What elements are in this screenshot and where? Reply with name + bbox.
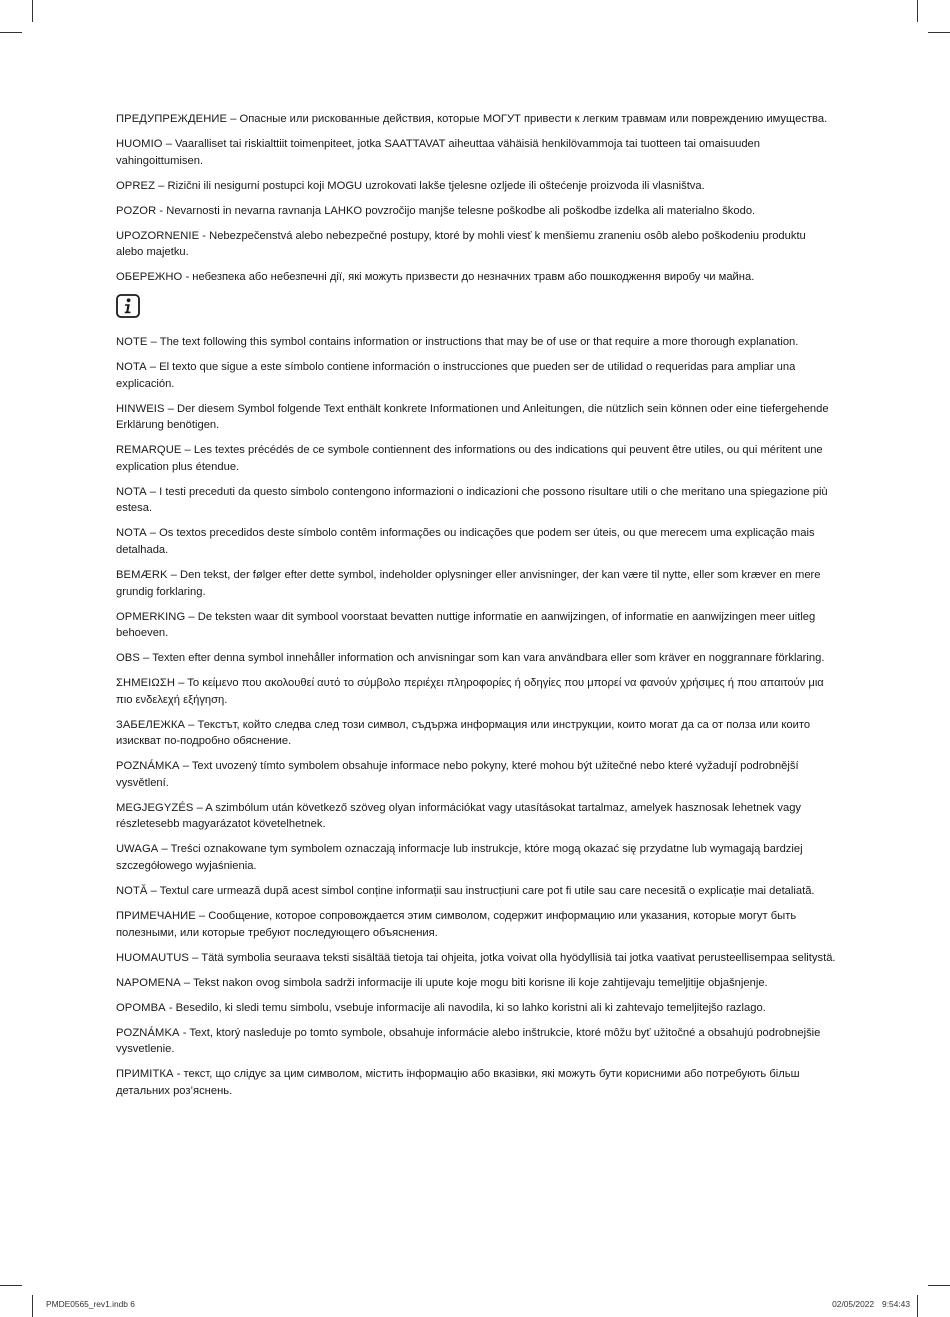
note-term: POZNÁMKA <box>116 760 180 773</box>
note-paragraph: ΣΗΜΕΙΩΣΗ – Το κείμενο που ακολουθεί αυτό το σύμβολο περιέχει πληροφορίες ή οδηγίες που μπορεί να φανούν χρήσιμες ή που απαιτούν μια πιο ενδελεχή εξήγηση. <box>116 677 824 706</box>
warnings-section <box>116 111 836 286</box>
note-term: ΣΗΜΕΙΩΣΗ <box>116 677 176 690</box>
note-text: Tätä symbolia seuraava teksti sisältää tietoja tai ohjeita, jotka voivat olla hyödyllisiä tai jotka vaativat perusteellisempaa selitystä. <box>201 951 836 964</box>
note-paragraph: POZNÁMKA – Text uvozený tímto symbolem obsahuje informace nebo pokyny, které mohou být užitečné nebo které vyžadují podrobnější vysvětlení. <box>116 760 799 789</box>
info-symbol <box>116 294 836 320</box>
crop-mark-bottom-right <box>917 1295 918 1317</box>
note-term: NOTĂ <box>116 885 148 897</box>
note-paragraph: NAPOMENA – Tekst nakon ovog simbola sadrži informacije ili upute koje mogu biti korisne ili koje zahtijevaju temeljitije objašnjenje. <box>116 976 768 989</box>
note-paragraph: OPOMBA - Besedilo, ki sledi temu simbolu, vsebuje informacije ali navodila, ki so lahko koristni ali ki zahtevajo temeljitejšo razlago. <box>116 1001 766 1014</box>
note-term: BEMÆRK <box>116 568 168 581</box>
note-paragraph: HINWEIS – Der diesem Symbol folgende Text enthält konkrete Informationen und Anleitungen, die nützlich sein können oder eine tiefergehende Erklärung benötigen. <box>116 402 829 432</box>
note-text: Сообщение, которое сопровождается этим символом, содержит информацию или указания, которые могут быть полезными, или которые требуют последующего объяснения. <box>116 909 797 939</box>
note-paragraph: HUOMAUTUS – Tätä symbolia seuraava teksti sisältää tietoja tai ohjeita, jotka voivat olla hyödyllisiä tai jotka vaativat perusteellisempaa selitystä. <box>116 951 836 964</box>
note-term: REMARQUE <box>116 444 182 457</box>
note-term: UWAGA <box>116 843 159 856</box>
note-term: NOTA <box>116 527 147 540</box>
note-paragraph: NOTA – El texto que sigue a este símbolo contiene información o instrucciones que pueden ser de utilidad o requeridas para ampliar una explicación. <box>116 361 796 390</box>
warning-term: POZOR <box>116 204 157 217</box>
note-paragraph: NOTA – I testi preceduti da questo simbolo contengono informazioni o indicazioni che possono risultare utili o che meritano una spiegazione più estesa. <box>116 485 828 515</box>
note-term: MEGJEGYZÉS <box>116 801 194 814</box>
warning-paragraph: ОБЕРЕЖНО - небезпека або небезпечні дії, які можуть призвести до незначних травм або пошкодження виробу чи майна. <box>116 271 755 284</box>
note-paragraph: ПРИМІТКА - текст, що слідує за цим символом, містить інформацію або вказівки, які можуть бути корисними або потребують більш детальних роз’яснень. <box>116 1068 800 1097</box>
footer-file-name: PMDE0565_rev1.indb 6 <box>46 1299 135 1309</box>
note-text: Les textes précédés de ce symbole contiennent des informations ou des indications qui peuvent être utiles, ou qui méritent une explication plus étendue. <box>116 444 823 473</box>
footer-timestamp <box>832 1299 910 1309</box>
note-text: El texto que sigue a este símbolo contiene información o instrucciones que pueden ser de utilidad o requeridas para ampliar una explicación. <box>116 361 796 390</box>
note-term: HINWEIS <box>116 402 165 415</box>
note-text: A szimbólum után következő szöveg olyan információkat vagy utasításokat tartalmaz, amelyek hasznosak lehetnek vagy részletesebb magyarázatot követelhetnek. <box>116 801 802 831</box>
note-paragraph: POZNÁMKA - Text, ktorý nasleduje po tomto symbole, obsahuje informácie alebo inštrukcie, ktoré môžu byť užitočné a obsahujú podrobnejšie vysvetlenie. <box>116 1026 821 1056</box>
note-term: POZNÁMKA <box>116 1026 180 1039</box>
note-text: Το κείμενο που ακολουθεί αυτό το σύμβολο περιέχει πληροφορίες ή οδηγίες που μπορεί να φανούν χρήσιμες ή που απαιτούν μια πιο ενδελεχή εξήγηση. <box>116 677 824 706</box>
warning-term: OPREZ <box>116 179 156 192</box>
note-paragraph: OBS – Texten efter denna symbol innehåller information och anvisningar som kan vara användbara eller som kräver en noggrannare förklaring. <box>116 652 825 665</box>
note-term: ПРИМІТКА <box>116 1068 174 1081</box>
note-text: Treści oznakowane tym symbolem oznaczają informacje lub instrukcje, które mogą okazać się przydatne lub wymagają bardziej szczegółowego wyjaśnienia. <box>116 843 803 873</box>
note-paragraph: OPMERKING – De teksten waar dit symbool voorstaat bevatten nuttige informatie en aanwijzingen, of informatie en aanwijzingen meer uitleg behoeven. <box>116 610 816 640</box>
note-term: OPOMBA <box>116 1001 166 1014</box>
crop-mark-top-left-h <box>0 32 22 33</box>
note-paragraph: BEMÆRK – Den tekst, der følger efter dette symbol, indeholder oplysninger eller anvisninger, der kan være til nytte, eller som kræver en mere grundig forklaring. <box>116 568 821 598</box>
note-term: ПРИМЕЧАНИЕ <box>116 909 196 922</box>
note-text: текст, що слідує за цим символом, містить інформацію або вказівки, які можуть бути корисними або потребують більш детальних роз’яснень. <box>116 1068 800 1097</box>
note-text: The text following this symbol contains information or instructions that may be of use or that require a more thorough explanation. <box>159 336 799 349</box>
note-paragraph: NOTA – Os textos precedidos deste símbolo contêm informações ou indicações que podem ser úteis, ou que merecem uma explicação mais detalhada. <box>116 527 815 556</box>
note-term: NAPOMENA <box>116 976 181 989</box>
warning-paragraph: POZOR - Nevarnosti in nevarna ravnanja LAHKO povzročijo manjše telesne poškodbe ali poškodbe izdelka ali materialno škodo. <box>116 204 756 217</box>
note-text: Der diesem Symbol folgende Text enthält konkrete Informationen und Anleitungen, die nützlich sein können oder eine tiefergehende Erklärung benötigen. <box>116 402 829 432</box>
note-text: Texten efter denna symbol innehåller information och anvisningar som kan vara användbara eller som kräver en noggrannare förklaring. <box>152 652 825 665</box>
warning-paragraph: ПРЕДУПРЕЖДЕНИЕ – Опасные или рискованные действия, которые МОГУТ привести к легким травмам или повреждению имущества. <box>116 113 828 125</box>
note-term: HUOMAUTUS <box>116 951 189 964</box>
note-term: OPMERKING <box>116 610 186 623</box>
note-text: I testi preceduti da questo simbolo contengono informazioni o indicazioni che possono risultare utili o che meritano una spiegazione più estesa. <box>116 485 828 515</box>
note-paragraph: ПРИМЕЧАНИЕ – Сообщение, которое сопровождается этим символом, содержит информацию или указания, которые могут быть полезными, или которые требуют последующего объяснения. <box>116 909 797 939</box>
warning-text: небезпека або небезпечні дії, які можуть призвести до незначних травм або пошкодження виробу чи майна. <box>192 271 755 284</box>
warning-paragraph: OPREZ – Rizični ili nesigurni postupci koji MOGU uzrokovati lakše tjelesne ozljede ili oštećenje proizvoda ili vlasništva. <box>116 179 705 192</box>
note-text: Besedilo, ki sledi temu simbolu, vsebuje informacije ali navodila, ki so lahko koristni ali ki zahtevajo temeljitejšo razlago. <box>175 1001 766 1014</box>
crop-mark-top-left <box>32 0 33 22</box>
note-text: De teksten waar dit symbool voorstaat bevatten nuttige informatie en aanwijzingen, of informatie en aanwijzingen meer uitleg behoeven. <box>116 610 816 640</box>
warning-paragraph: UPOZORNENIE - Nebezpečenstvá alebo nebezpečné postupy, ktoré by mohli viesť k menšiemu zraneniu osôb alebo poškodeniu produktu alebo majetku. <box>116 229 806 259</box>
note-paragraph: NOTĂ – Textul care urmează după acest simbol conține informații sau instrucțiuni care pot fi utile sau care necesită o explicație mai detaliată. <box>116 885 815 897</box>
note-term: NOTE <box>116 336 148 349</box>
note-paragraph: REMARQUE – Les textes précédés de ce symbole contiennent des informations ou des indications qui peuvent être utiles, ou qui méritent une explication plus étendue. <box>116 444 823 473</box>
footer-time: 9:54:43 <box>882 1299 910 1309</box>
crop-mark-bottom-right-h <box>928 1285 950 1286</box>
warning-term: HUOMIO <box>116 137 163 150</box>
note-text: Текстът, който следва след този символ, съдържа информация или инструкции, които могат да са от полза или които изискват по-подробно обяснение. <box>116 718 811 748</box>
note-text: Text uvozený tímto symbolem obsahuje informace nebo pokyny, které mohou být užitečné nebo které vyžadují podrobnější vysvětlení. <box>116 760 799 789</box>
note-text: Textul care urmează după acest simbol conține informații sau instrucțiuni care pot fi utile sau care necesită o explicație mai detaliată. <box>159 885 815 897</box>
warning-text: Vaaralliset tai riskialttiit toimenpiteet, jotka SAATTAVAT aiheuttaa vähäisiä henkilövammoja tai tuotteen tai omaisuuden vahingoittumisen. <box>116 137 760 167</box>
footer-date: 02/05/2022 <box>832 1299 875 1309</box>
note-term: NOTA <box>116 485 147 498</box>
warning-text: Nevarnosti in nevarna ravnanja LAHKO povzročijo manjše telesne poškodbe ali poškodbe izdelka ali materialno škodo. <box>166 204 756 217</box>
warning-term: ОБЕРЕЖНО <box>116 271 183 284</box>
notes-section <box>116 334 836 1099</box>
note-paragraph: NOTE – The text following this symbol contains information or instructions that may be of use or that require a more thorough explanation. <box>116 336 799 349</box>
note-text: Text, ktorý nasleduje po tomto symbole, obsahuje informácie alebo inštrukcie, ktoré môžu byť užitočné a obsahujú podrobnejšie vysvetlenie. <box>116 1026 821 1056</box>
page-content <box>116 111 836 1108</box>
warning-text: Rizični ili nesigurni postupci koji MOGU uzrokovati lakše tjelesne ozljede ili oštećenje proizvoda ili vlasništva. <box>167 179 705 192</box>
info-icon <box>116 294 140 318</box>
crop-mark-bottom-left-h <box>0 1285 22 1286</box>
warning-text: Nebezpečenstvá alebo nebezpečné postupy, ktoré by mohli viesť k menšiemu zraneniu osôb alebo poškodeniu produktu alebo majetku. <box>116 229 806 259</box>
note-term: NOTA <box>116 361 147 374</box>
crop-mark-top-right-h <box>928 32 950 33</box>
note-text: Tekst nakon ovog simbola sadrži informacije ili upute koje mogu biti korisne ili koje zahtijevaju temeljitije objašnjenje. <box>193 976 768 989</box>
crop-mark-bottom-left <box>32 1295 33 1317</box>
warning-term: UPOZORNENIE <box>116 229 200 242</box>
note-text: Den tekst, der følger efter dette symbol, indeholder oplysninger eller anvisninger, der kan være til nytte, eller som kræver en mere grundig forklaring. <box>116 568 821 598</box>
warning-text: Опасные или рискованные действия, которые МОГУТ привести к легким травмам или повреждению имущества. <box>239 113 828 125</box>
note-paragraph: ЗАБЕЛЕЖКА – Текстът, който следва след този символ, съдържа информация или инструкции, които могат да са от полза или които изискват по-подробно обяснение. <box>116 718 811 748</box>
warning-term: ПРЕДУПРЕЖДЕНИЕ <box>116 113 228 125</box>
note-paragraph: MEGJEGYZÉS – A szimbólum után következő szöveg olyan információkat vagy utasításokat tartalmaz, amelyek hasznosak lehetnek vagy részletesebb magyarázatot követelhetnek. <box>116 801 802 831</box>
note-text: Os textos precedidos deste símbolo contêm informações ou indicações que podem ser úteis, ou que merecem uma explicação mais detalhada. <box>116 527 815 556</box>
note-term: ЗАБЕЛЕЖКА <box>116 718 186 731</box>
note-term: OBS <box>116 652 140 665</box>
warning-paragraph: HUOMIO – Vaaralliset tai riskialttiit toimenpiteet, jotka SAATTAVAT aiheuttaa vähäisiä henkilövammoja tai tuotteen tai omaisuuden vahingoittumisen. <box>116 137 760 167</box>
crop-mark-top-right <box>917 0 918 22</box>
note-paragraph: UWAGA – Treści oznakowane tym symbolem oznaczają informacje lub instrukcje, które mogą okazać się przydatne lub wymagają bardziej szczegółowego wyjaśnienia. <box>116 843 803 873</box>
